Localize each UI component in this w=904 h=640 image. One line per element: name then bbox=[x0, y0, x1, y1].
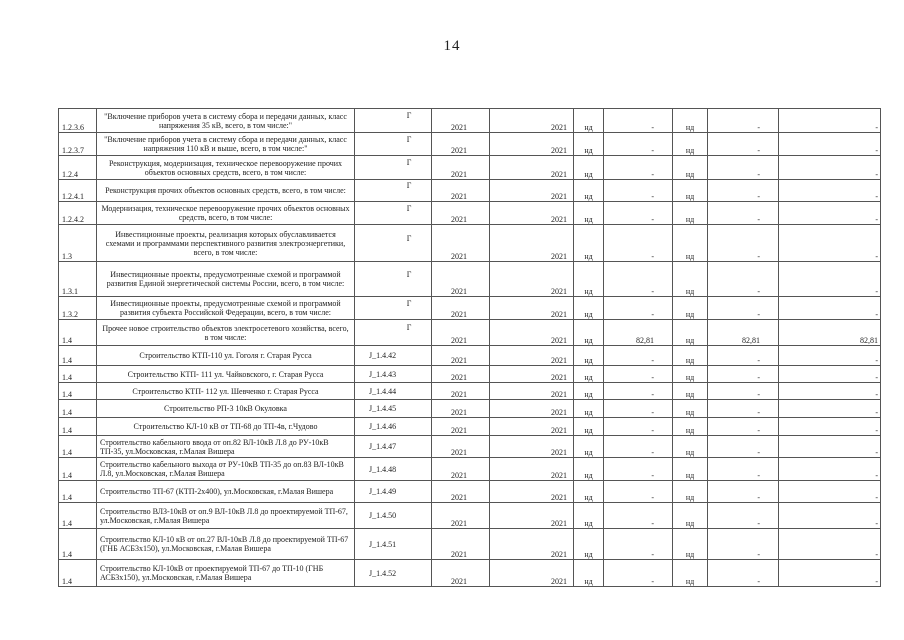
row-year-end: 2021 bbox=[490, 262, 574, 297]
row-name: Строительство кабельного ввода от оп.82 ВЛ-10кВ Л.8 до РУ-10кВ ТП-35, ул.Московская, г.Малая Вишера bbox=[97, 436, 355, 458]
row-nd-1: нд bbox=[574, 383, 604, 400]
row-nd-1: нд bbox=[574, 400, 604, 418]
row-identifier-mark: Г bbox=[406, 203, 412, 213]
row-code: 1.4 bbox=[59, 458, 97, 481]
row-value-3: - bbox=[779, 133, 881, 156]
row-name: Строительство КТП- 112 ул. Шевченко г. Старая Русса bbox=[97, 383, 355, 400]
row-nd-1: нд bbox=[574, 366, 604, 383]
row-value-2: - bbox=[708, 383, 779, 400]
row-nd-2: нд bbox=[673, 202, 708, 225]
row-nd-1: нд bbox=[574, 180, 604, 202]
row-year-end: 2021 bbox=[490, 109, 574, 133]
row-name: Строительство ТП-67 (КТП-2х400), ул.Московская, г.Малая Вишера bbox=[97, 481, 355, 503]
row-identifier: J_1.4.45 bbox=[355, 400, 432, 418]
row-identifier: J_1.4.51 bbox=[355, 529, 432, 560]
table-row bbox=[59, 156, 881, 180]
row-nd-2: нд bbox=[673, 529, 708, 560]
row-year-end: 2021 bbox=[490, 225, 574, 262]
table-row bbox=[59, 180, 881, 202]
row-value-1: - bbox=[604, 560, 673, 587]
row-value-1: - bbox=[604, 503, 673, 529]
row-value-1: - bbox=[604, 458, 673, 481]
row-identifier-mark: Г bbox=[406, 181, 412, 190]
row-value-2: - bbox=[708, 180, 779, 202]
row-value-3: - bbox=[779, 225, 881, 262]
row-value-2: 82,81 bbox=[708, 320, 779, 346]
row-identifier bbox=[355, 202, 432, 225]
row-value-1: - bbox=[604, 297, 673, 320]
row-code: 1.4 bbox=[59, 366, 97, 383]
row-value-1: - bbox=[604, 156, 673, 180]
row-value-2: - bbox=[708, 560, 779, 587]
table-row bbox=[59, 418, 881, 436]
row-identifier-mark: Г bbox=[406, 298, 412, 308]
row-value-3: - bbox=[779, 346, 881, 366]
row-code: 1.3.2 bbox=[59, 297, 97, 320]
row-nd-2: нд bbox=[673, 320, 708, 346]
row-year-end: 2021 bbox=[490, 202, 574, 225]
row-identifier bbox=[355, 297, 432, 320]
row-identifier bbox=[355, 320, 432, 346]
row-nd-2: нд bbox=[673, 436, 708, 458]
table-row bbox=[59, 383, 881, 400]
row-year-start: 2021 bbox=[432, 529, 490, 560]
row-value-3: - bbox=[779, 156, 881, 180]
row-nd-2: нд bbox=[673, 180, 708, 202]
row-value-3: - bbox=[779, 560, 881, 587]
row-year-start: 2021 bbox=[432, 262, 490, 297]
row-code: 1.2.4.1 bbox=[59, 180, 97, 202]
table-row bbox=[59, 202, 881, 225]
row-nd-1: нд bbox=[574, 346, 604, 366]
row-year-end: 2021 bbox=[490, 503, 574, 529]
table-row bbox=[59, 262, 881, 297]
row-identifier: J_1.4.44 bbox=[355, 383, 432, 400]
row-value-2: - bbox=[708, 400, 779, 418]
row-nd-2: нд bbox=[673, 418, 708, 436]
row-value-1: - bbox=[604, 418, 673, 436]
row-nd-1: нд bbox=[574, 202, 604, 225]
row-year-start: 2021 bbox=[432, 109, 490, 133]
row-nd-1: нд bbox=[574, 133, 604, 156]
row-value-1: - bbox=[604, 262, 673, 297]
table-row bbox=[59, 225, 881, 262]
row-year-start: 2021 bbox=[432, 481, 490, 503]
row-code: 1.2.4 bbox=[59, 156, 97, 180]
row-value-3: - bbox=[779, 481, 881, 503]
table-row bbox=[59, 133, 881, 156]
row-code: 1.4 bbox=[59, 400, 97, 418]
row-nd-1: нд bbox=[574, 481, 604, 503]
table-row bbox=[59, 503, 881, 529]
row-nd-1: нд bbox=[574, 320, 604, 346]
row-value-3: 82,81 bbox=[779, 320, 881, 346]
row-identifier-mark: Г bbox=[406, 233, 412, 243]
row-code: 1.4 bbox=[59, 383, 97, 400]
row-identifier bbox=[355, 133, 432, 156]
row-year-start: 2021 bbox=[432, 202, 490, 225]
row-nd-1: нд bbox=[574, 503, 604, 529]
row-nd-1: нд bbox=[574, 418, 604, 436]
row-nd-2: нд bbox=[673, 383, 708, 400]
row-year-start: 2021 bbox=[432, 383, 490, 400]
row-value-1: - bbox=[604, 180, 673, 202]
row-nd-1: нд bbox=[574, 529, 604, 560]
row-identifier bbox=[355, 156, 432, 180]
row-name: Инвестиционные проекты, предусмотренные схемой и программой развития Единой энергетической системы России, всего, в том числе: bbox=[97, 262, 355, 297]
row-value-3: - bbox=[779, 436, 881, 458]
row-year-start: 2021 bbox=[432, 418, 490, 436]
row-year-end: 2021 bbox=[490, 297, 574, 320]
row-identifier: J_1.4.52 bbox=[355, 560, 432, 587]
table-row bbox=[59, 458, 881, 481]
row-code: 1.2.3.6 bbox=[59, 109, 97, 133]
row-value-2: - bbox=[708, 529, 779, 560]
row-nd-1: нд bbox=[574, 436, 604, 458]
row-value-1: - bbox=[604, 436, 673, 458]
row-value-2: - bbox=[708, 202, 779, 225]
row-year-start: 2021 bbox=[432, 366, 490, 383]
row-nd-1: нд bbox=[574, 560, 604, 587]
row-nd-2: нд bbox=[673, 458, 708, 481]
row-value-2: - bbox=[708, 458, 779, 481]
row-name: Строительство КТП- 111 ул. Чайковского, г. Старая Русса bbox=[97, 366, 355, 383]
row-code: 1.2.3.7 bbox=[59, 133, 97, 156]
row-year-end: 2021 bbox=[490, 366, 574, 383]
row-value-2: - bbox=[708, 133, 779, 156]
row-code: 1.4 bbox=[59, 503, 97, 529]
row-name: Строительство РП-3 10кВ Окуловка bbox=[97, 400, 355, 418]
row-year-start: 2021 bbox=[432, 225, 490, 262]
row-value-3: - bbox=[779, 109, 881, 133]
row-identifier bbox=[355, 225, 432, 262]
row-year-end: 2021 bbox=[490, 560, 574, 587]
table-row bbox=[59, 320, 881, 346]
table-row bbox=[59, 366, 881, 383]
row-value-3: - bbox=[779, 262, 881, 297]
row-year-start: 2021 bbox=[432, 297, 490, 320]
row-year-start: 2021 bbox=[432, 436, 490, 458]
row-year-start: 2021 bbox=[432, 346, 490, 366]
row-value-2: - bbox=[708, 481, 779, 503]
row-value-2: - bbox=[708, 109, 779, 133]
row-code: 1.4 bbox=[59, 436, 97, 458]
row-name: Строительство КТП-110 ул. Гоголя г. Старая Русса bbox=[97, 346, 355, 366]
table-row bbox=[59, 436, 881, 458]
row-value-3: - bbox=[779, 202, 881, 225]
row-year-start: 2021 bbox=[432, 503, 490, 529]
row-value-1: - bbox=[604, 202, 673, 225]
row-value-1: - bbox=[604, 109, 673, 133]
row-year-end: 2021 bbox=[490, 481, 574, 503]
row-code: 1.4 bbox=[59, 529, 97, 560]
row-nd-2: нд bbox=[673, 225, 708, 262]
row-code: 1.4 bbox=[59, 346, 97, 366]
investment-table bbox=[58, 108, 881, 587]
row-year-end: 2021 bbox=[490, 320, 574, 346]
row-nd-2: нд bbox=[673, 366, 708, 383]
table-row bbox=[59, 109, 881, 133]
row-value-3: - bbox=[779, 297, 881, 320]
page-number: 14 bbox=[443, 38, 461, 54]
row-year-end: 2021 bbox=[490, 400, 574, 418]
row-nd-2: нд bbox=[673, 262, 708, 297]
row-value-2: - bbox=[708, 262, 779, 297]
row-name: "Включение приборов учета в систему сбора и передачи данных, класс напряжения 35 кВ, всего, в том числе:" bbox=[97, 109, 355, 133]
row-code: 1.4 bbox=[59, 560, 97, 587]
row-year-start: 2021 bbox=[432, 320, 490, 346]
row-identifier: J_1.4.47 bbox=[355, 436, 432, 458]
row-name: Строительство кабельного выхода от РУ-10кВ ТП-35 до оп.83 ВЛ-10кВ Л.8, ул.Московская, г.Малая Вишера bbox=[97, 458, 355, 481]
row-value-2: - bbox=[708, 366, 779, 383]
row-value-2: - bbox=[708, 503, 779, 529]
row-identifier-mark: Г bbox=[406, 158, 412, 167]
row-identifier: J_1.4.50 bbox=[355, 503, 432, 529]
row-identifier bbox=[355, 109, 432, 133]
row-nd-2: нд bbox=[673, 109, 708, 133]
row-name: Инвестиционные проекты, реализация которых обуславливается схемами и программами перспективного развития электроэнергетики, всего, в том числе: bbox=[97, 225, 355, 262]
row-nd-2: нд bbox=[673, 346, 708, 366]
row-year-end: 2021 bbox=[490, 436, 574, 458]
row-year-end: 2021 bbox=[490, 156, 574, 180]
row-value-2: - bbox=[708, 418, 779, 436]
row-value-3: - bbox=[779, 503, 881, 529]
row-code: 1.4 bbox=[59, 320, 97, 346]
table-row bbox=[59, 529, 881, 560]
row-value-3: - bbox=[779, 180, 881, 202]
row-code: 1.4 bbox=[59, 481, 97, 503]
row-code: 1.3 bbox=[59, 225, 97, 262]
row-year-end: 2021 bbox=[490, 418, 574, 436]
row-identifier-mark: Г bbox=[406, 111, 412, 120]
row-identifier: J_1.4.43 bbox=[355, 366, 432, 383]
row-value-2: - bbox=[708, 297, 779, 320]
row-year-end: 2021 bbox=[490, 180, 574, 202]
row-value-1: 82,81 bbox=[604, 320, 673, 346]
row-value-1: - bbox=[604, 133, 673, 156]
row-nd-1: нд bbox=[574, 225, 604, 262]
row-name: "Включение приборов учета в систему сбора и передачи данных, класс напряжения 110 кВ и выше, всего, в том числе:" bbox=[97, 133, 355, 156]
row-value-3: - bbox=[779, 529, 881, 560]
row-name: Строительство КЛ-10кВ от проектируемой ТП-67 до ТП-10 (ГНБ АСБ3х150), ул.Московская, г.Малая Вишера bbox=[97, 560, 355, 587]
row-value-3: - bbox=[779, 458, 881, 481]
row-year-start: 2021 bbox=[432, 133, 490, 156]
row-year-start: 2021 bbox=[432, 156, 490, 180]
row-year-end: 2021 bbox=[490, 346, 574, 366]
table-row bbox=[59, 400, 881, 418]
row-identifier bbox=[355, 180, 432, 202]
row-value-3: - bbox=[779, 366, 881, 383]
row-year-end: 2021 bbox=[490, 529, 574, 560]
table-row bbox=[59, 346, 881, 366]
row-nd-1: нд bbox=[574, 109, 604, 133]
row-nd-2: нд bbox=[673, 560, 708, 587]
row-nd-1: нд bbox=[574, 156, 604, 180]
row-value-3: - bbox=[779, 400, 881, 418]
row-nd-2: нд bbox=[673, 503, 708, 529]
row-name: Прочее новое строительство объектов электросетевого хозяйства, всего, в том числе: bbox=[97, 320, 355, 346]
table-row bbox=[59, 297, 881, 320]
row-nd-2: нд bbox=[673, 481, 708, 503]
row-value-1: - bbox=[604, 225, 673, 262]
row-name: Реконструкция прочих объектов основных средств, всего, в том числе: bbox=[97, 180, 355, 202]
row-nd-2: нд bbox=[673, 156, 708, 180]
row-identifier: J_1.4.49 bbox=[355, 481, 432, 503]
row-name: Инвестиционные проекты, предусмотренные схемой и программой развития субъекта Российской Федерации, всего, в том числе: bbox=[97, 297, 355, 320]
row-code: 1.4 bbox=[59, 418, 97, 436]
row-identifier-mark: Г bbox=[406, 323, 412, 332]
row-value-1: - bbox=[604, 383, 673, 400]
row-identifier bbox=[355, 262, 432, 297]
row-identifier-mark: Г bbox=[406, 269, 412, 279]
row-value-3: - bbox=[779, 418, 881, 436]
row-year-end: 2021 bbox=[490, 133, 574, 156]
row-value-1: - bbox=[604, 529, 673, 560]
row-name: Строительство ВЛЗ-10кВ от оп.9 ВЛ-10кВ Л.8 до проектируемой ТП-67, ул.Московская, г.Малая Вишера bbox=[97, 503, 355, 529]
row-name: Реконструкция, модернизация, техническое перевооружение прочих объектов основных средств, всего, в том числе: bbox=[97, 156, 355, 180]
table-row bbox=[59, 560, 881, 587]
row-nd-2: нд bbox=[673, 133, 708, 156]
row-year-end: 2021 bbox=[490, 458, 574, 481]
row-identifier: J_1.4.42 bbox=[355, 346, 432, 366]
row-code: 1.2.4.2 bbox=[59, 202, 97, 225]
row-value-1: - bbox=[604, 346, 673, 366]
row-name: Строительство КЛ-10 кВ от ТП-68 до ТП-4в, г.Чудово bbox=[97, 418, 355, 436]
row-value-3: - bbox=[779, 383, 881, 400]
row-nd-1: нд bbox=[574, 458, 604, 481]
row-value-1: - bbox=[604, 400, 673, 418]
row-year-start: 2021 bbox=[432, 458, 490, 481]
row-nd-2: нд bbox=[673, 400, 708, 418]
row-value-2: - bbox=[708, 156, 779, 180]
row-year-end: 2021 bbox=[490, 383, 574, 400]
row-value-2: - bbox=[708, 346, 779, 366]
row-name: Модернизация, техническое перевооружение прочих объектов основных средств, всего, в том числе: bbox=[97, 202, 355, 225]
row-identifier: J_1.4.48 bbox=[355, 458, 432, 481]
row-name: Строительство КЛ-10 кВ от оп.27 ВЛ-10кВ Л.8 до проектируемой ТП-67 (ГНБ АСБ3х150), ул.Московская, г.Малая Вишера bbox=[97, 529, 355, 560]
row-year-start: 2021 bbox=[432, 400, 490, 418]
row-identifier-mark: Г bbox=[406, 134, 412, 144]
row-nd-1: нд bbox=[574, 297, 604, 320]
row-value-2: - bbox=[708, 436, 779, 458]
row-year-start: 2021 bbox=[432, 180, 490, 202]
row-nd-1: нд bbox=[574, 262, 604, 297]
row-value-1: - bbox=[604, 366, 673, 383]
row-nd-2: нд bbox=[673, 297, 708, 320]
table-row bbox=[59, 481, 881, 503]
row-year-start: 2021 bbox=[432, 560, 490, 587]
row-code: 1.3.1 bbox=[59, 262, 97, 297]
row-value-1: - bbox=[604, 481, 673, 503]
row-identifier: J_1.4.46 bbox=[355, 418, 432, 436]
row-value-2: - bbox=[708, 225, 779, 262]
